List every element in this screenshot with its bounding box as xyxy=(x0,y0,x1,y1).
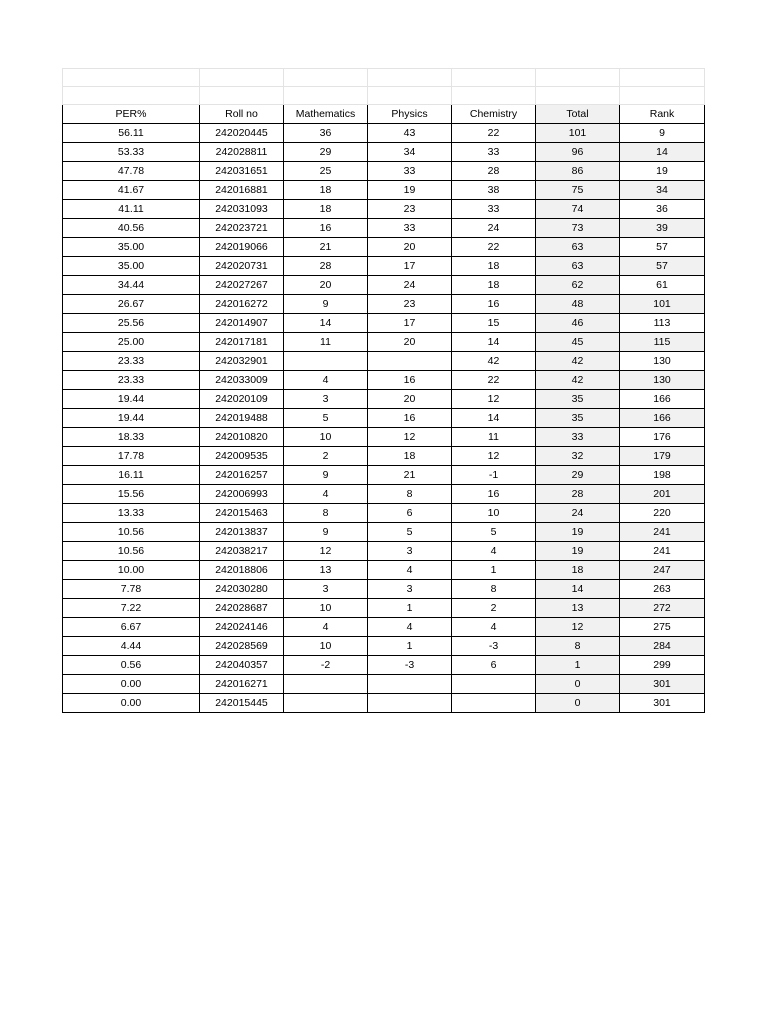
cell-rank[interactable]: 299 xyxy=(620,656,705,675)
cell-physics[interactable]: 33 xyxy=(368,162,452,181)
table-row xyxy=(63,276,705,295)
cell-chemistry[interactable] xyxy=(452,675,536,694)
empty-cell[interactable] xyxy=(452,69,536,87)
cell-rank[interactable]: 166 xyxy=(620,390,705,409)
cell-chemistry[interactable]: 18 xyxy=(452,276,536,295)
cell-rank[interactable]: 176 xyxy=(620,428,705,447)
cell-mathematics[interactable]: 13 xyxy=(284,561,368,580)
cell-total[interactable]: 101 xyxy=(536,124,620,143)
header-physics[interactable]: Physics xyxy=(368,105,452,124)
cell-total[interactable]: 0 xyxy=(536,675,620,694)
cell-physics[interactable]: 23 xyxy=(368,200,452,219)
table-row xyxy=(63,124,705,143)
cell-mathematics[interactable]: 25 xyxy=(284,162,368,181)
cell-physics[interactable]: 4 xyxy=(368,618,452,637)
empty-cell[interactable] xyxy=(452,87,536,105)
cell-chemistry[interactable]: 42 xyxy=(452,352,536,371)
cell-per-percent[interactable]: 35.00 xyxy=(63,238,200,257)
cell-total[interactable]: 29 xyxy=(536,466,620,485)
cell-roll-no[interactable]: 242006993 xyxy=(200,485,284,504)
empty-cell[interactable] xyxy=(63,87,200,105)
cell-rank[interactable]: 57 xyxy=(620,238,705,257)
cell-mathematics[interactable]: 11 xyxy=(284,333,368,352)
marks-table xyxy=(62,68,705,713)
cell-physics[interactable]: 16 xyxy=(368,371,452,390)
cell-rank[interactable]: 130 xyxy=(620,371,705,390)
cell-chemistry[interactable]: 10 xyxy=(452,504,536,523)
table-row xyxy=(63,466,705,485)
cell-chemistry[interactable]: 14 xyxy=(452,409,536,428)
cell-mathematics[interactable] xyxy=(284,352,368,371)
empty-cell[interactable] xyxy=(200,87,284,105)
cell-total[interactable]: 19 xyxy=(536,523,620,542)
cell-chemistry[interactable]: 15 xyxy=(452,314,536,333)
cell-mathematics[interactable]: 12 xyxy=(284,542,368,561)
cell-roll-no[interactable]: 242020109 xyxy=(200,390,284,409)
cell-total[interactable]: 33 xyxy=(536,428,620,447)
cell-per-percent[interactable]: 0.56 xyxy=(63,656,200,675)
table-row xyxy=(63,656,705,675)
cell-total[interactable]: 12 xyxy=(536,618,620,637)
cell-total[interactable]: 35 xyxy=(536,409,620,428)
cell-per-percent[interactable]: 19.44 xyxy=(63,390,200,409)
cell-rank[interactable]: 241 xyxy=(620,523,705,542)
cell-chemistry[interactable]: 12 xyxy=(452,447,536,466)
table-row xyxy=(63,675,705,694)
cell-total[interactable]: 8 xyxy=(536,637,620,656)
cell-rank[interactable]: 201 xyxy=(620,485,705,504)
cell-mathematics[interactable]: 9 xyxy=(284,523,368,542)
cell-rank[interactable]: 301 xyxy=(620,675,705,694)
empty-cell[interactable] xyxy=(620,69,705,87)
empty-cell[interactable] xyxy=(536,69,620,87)
cell-rank[interactable]: 115 xyxy=(620,333,705,352)
cell-chemistry[interactable]: 11 xyxy=(452,428,536,447)
cell-total[interactable]: 45 xyxy=(536,333,620,352)
cell-mathematics[interactable] xyxy=(284,694,368,713)
header-row xyxy=(63,105,705,124)
table-row xyxy=(63,523,705,542)
cell-mathematics[interactable]: 28 xyxy=(284,257,368,276)
cell-physics[interactable]: 21 xyxy=(368,466,452,485)
cell-total[interactable]: 18 xyxy=(536,561,620,580)
cell-per-percent[interactable]: 25.00 xyxy=(63,333,200,352)
table-row xyxy=(63,504,705,523)
table-row xyxy=(63,409,705,428)
cell-total[interactable]: 63 xyxy=(536,238,620,257)
cell-mathematics[interactable]: 20 xyxy=(284,276,368,295)
cell-roll-no[interactable]: 242016257 xyxy=(200,466,284,485)
table-row xyxy=(63,143,705,162)
cell-total[interactable]: 24 xyxy=(536,504,620,523)
cell-rank[interactable]: 57 xyxy=(620,257,705,276)
cell-mathematics[interactable]: 4 xyxy=(284,618,368,637)
cell-roll-no[interactable]: 242019066 xyxy=(200,238,284,257)
cell-per-percent[interactable]: 7.22 xyxy=(63,599,200,618)
cell-per-percent[interactable]: 34.44 xyxy=(63,276,200,295)
table-row xyxy=(63,618,705,637)
cell-mathematics[interactable]: 3 xyxy=(284,580,368,599)
cell-roll-no[interactable]: 242016272 xyxy=(200,295,284,314)
table-row xyxy=(63,561,705,580)
cell-mathematics[interactable]: -2 xyxy=(284,656,368,675)
cell-per-percent[interactable]: 23.33 xyxy=(63,371,200,390)
cell-roll-no[interactable]: 242014907 xyxy=(200,314,284,333)
cell-chemistry[interactable]: 16 xyxy=(452,295,536,314)
table-row xyxy=(63,162,705,181)
cell-roll-no[interactable]: 242016881 xyxy=(200,181,284,200)
empty-cell[interactable] xyxy=(368,69,452,87)
empty-cell[interactable] xyxy=(284,87,368,105)
empty-cell[interactable] xyxy=(63,69,200,87)
cell-rank[interactable]: 263 xyxy=(620,580,705,599)
cell-per-percent[interactable]: 19.44 xyxy=(63,409,200,428)
header-chemistry[interactable]: Chemistry xyxy=(452,105,536,124)
cell-mathematics[interactable]: 9 xyxy=(284,466,368,485)
cell-rank[interactable]: 101 xyxy=(620,295,705,314)
cell-roll-no[interactable]: 242023721 xyxy=(200,219,284,238)
cell-physics[interactable]: 20 xyxy=(368,238,452,257)
cell-physics[interactable]: 3 xyxy=(368,542,452,561)
cell-total[interactable]: 96 xyxy=(536,143,620,162)
cell-total[interactable]: 48 xyxy=(536,295,620,314)
cell-chemistry[interactable]: 33 xyxy=(452,143,536,162)
cell-rank[interactable]: 247 xyxy=(620,561,705,580)
cell-per-percent[interactable]: 17.78 xyxy=(63,447,200,466)
table-row xyxy=(63,181,705,200)
cell-per-percent[interactable]: 41.11 xyxy=(63,200,200,219)
cell-physics[interactable]: 6 xyxy=(368,504,452,523)
cell-mathematics[interactable]: 29 xyxy=(284,143,368,162)
cell-roll-no[interactable]: 242018806 xyxy=(200,561,284,580)
header-roll-no[interactable]: Roll no xyxy=(200,105,284,124)
cell-per-percent[interactable]: 56.11 xyxy=(63,124,200,143)
cell-chemistry[interactable]: 18 xyxy=(452,257,536,276)
cell-mathematics[interactable]: 8 xyxy=(284,504,368,523)
cell-per-percent[interactable]: 10.56 xyxy=(63,542,200,561)
cell-mathematics[interactable]: 2 xyxy=(284,447,368,466)
cell-roll-no[interactable]: 242020445 xyxy=(200,124,284,143)
cell-roll-no[interactable]: 242028811 xyxy=(200,143,284,162)
cell-total[interactable]: 19 xyxy=(536,542,620,561)
cell-mathematics[interactable]: 18 xyxy=(284,181,368,200)
cell-rank[interactable]: 36 xyxy=(620,200,705,219)
cell-rank[interactable]: 14 xyxy=(620,143,705,162)
cell-physics[interactable]: 4 xyxy=(368,561,452,580)
table-row xyxy=(63,352,705,371)
cell-per-percent[interactable]: 6.67 xyxy=(63,618,200,637)
table-row xyxy=(63,257,705,276)
cell-per-percent[interactable]: 13.33 xyxy=(63,504,200,523)
cell-total[interactable]: 42 xyxy=(536,352,620,371)
cell-roll-no[interactable]: 242038217 xyxy=(200,542,284,561)
cell-roll-no[interactable]: 242028569 xyxy=(200,637,284,656)
cell-mathematics[interactable] xyxy=(284,675,368,694)
cell-roll-no[interactable]: 242020731 xyxy=(200,257,284,276)
cell-mathematics[interactable]: 18 xyxy=(284,200,368,219)
cell-total[interactable]: 42 xyxy=(536,371,620,390)
table-row xyxy=(63,295,705,314)
cell-physics[interactable]: 43 xyxy=(368,124,452,143)
table-row xyxy=(63,447,705,466)
cell-mathematics[interactable]: 3 xyxy=(284,390,368,409)
cell-rank[interactable]: 241 xyxy=(620,542,705,561)
cell-chemistry[interactable]: 22 xyxy=(452,238,536,257)
cell-rank[interactable]: 275 xyxy=(620,618,705,637)
cell-physics[interactable]: 17 xyxy=(368,314,452,333)
cell-total[interactable]: 63 xyxy=(536,257,620,276)
table-row xyxy=(63,219,705,238)
cell-chemistry[interactable]: 4 xyxy=(452,618,536,637)
cell-physics[interactable] xyxy=(368,675,452,694)
cell-roll-no[interactable]: 242015463 xyxy=(200,504,284,523)
cell-roll-no[interactable]: 242032901 xyxy=(200,352,284,371)
cell-physics[interactable]: 12 xyxy=(368,428,452,447)
table-row xyxy=(63,371,705,390)
empty-cell[interactable] xyxy=(200,69,284,87)
empty-cell[interactable] xyxy=(284,69,368,87)
cell-roll-no[interactable]: 242031651 xyxy=(200,162,284,181)
cell-chemistry[interactable]: -1 xyxy=(452,466,536,485)
cell-roll-no[interactable]: 242040357 xyxy=(200,656,284,675)
cell-physics[interactable]: 17 xyxy=(368,257,452,276)
cell-chemistry[interactable]: 4 xyxy=(452,542,536,561)
cell-mathematics[interactable]: 4 xyxy=(284,371,368,390)
cell-physics[interactable]: 16 xyxy=(368,409,452,428)
cell-rank[interactable]: 113 xyxy=(620,314,705,333)
table-row xyxy=(63,637,705,656)
cell-rank[interactable]: 130 xyxy=(620,352,705,371)
cell-chemistry[interactable]: 38 xyxy=(452,181,536,200)
cell-mathematics[interactable]: 36 xyxy=(284,124,368,143)
cell-total[interactable]: 14 xyxy=(536,580,620,599)
cell-rank[interactable]: 284 xyxy=(620,637,705,656)
table-row xyxy=(63,599,705,618)
cell-roll-no[interactable]: 242024146 xyxy=(200,618,284,637)
header-per-percent[interactable]: PER% xyxy=(63,105,200,124)
cell-chemistry[interactable]: 12 xyxy=(452,390,536,409)
cell-roll-no[interactable]: 242013837 xyxy=(200,523,284,542)
cell-physics[interactable] xyxy=(368,694,452,713)
cell-total[interactable]: 73 xyxy=(536,219,620,238)
cell-total[interactable]: 62 xyxy=(536,276,620,295)
cell-physics[interactable]: 24 xyxy=(368,276,452,295)
cell-roll-no[interactable]: 242010820 xyxy=(200,428,284,447)
cell-total[interactable]: 28 xyxy=(536,485,620,504)
table-row xyxy=(63,542,705,561)
cell-physics[interactable]: 1 xyxy=(368,637,452,656)
header-total[interactable]: Total xyxy=(536,105,620,124)
cell-physics[interactable]: 18 xyxy=(368,447,452,466)
cell-chemistry[interactable]: 22 xyxy=(452,371,536,390)
cell-total[interactable]: 1 xyxy=(536,656,620,675)
cell-chemistry[interactable]: 6 xyxy=(452,656,536,675)
cell-physics[interactable]: 8 xyxy=(368,485,452,504)
cell-physics[interactable]: 33 xyxy=(368,219,452,238)
empty-cell[interactable] xyxy=(620,87,705,105)
cell-per-percent[interactable]: 16.11 xyxy=(63,466,200,485)
cell-roll-no[interactable]: 242016271 xyxy=(200,675,284,694)
cell-mathematics[interactable]: 14 xyxy=(284,314,368,333)
cell-physics[interactable]: 20 xyxy=(368,390,452,409)
cell-total[interactable]: 74 xyxy=(536,200,620,219)
cell-physics[interactable]: 20 xyxy=(368,333,452,352)
cell-mathematics[interactable]: 5 xyxy=(284,409,368,428)
cell-rank[interactable]: 166 xyxy=(620,409,705,428)
cell-per-percent[interactable]: 18.33 xyxy=(63,428,200,447)
cell-physics[interactable]: 34 xyxy=(368,143,452,162)
cell-chemistry[interactable]: 16 xyxy=(452,485,536,504)
cell-per-percent[interactable]: 10.56 xyxy=(63,523,200,542)
cell-total[interactable]: 35 xyxy=(536,390,620,409)
table-row xyxy=(63,694,705,713)
cell-chemistry[interactable]: 24 xyxy=(452,219,536,238)
cell-total[interactable]: 75 xyxy=(536,181,620,200)
table-row xyxy=(63,200,705,219)
cell-mathematics[interactable]: 21 xyxy=(284,238,368,257)
cell-mathematics[interactable]: 10 xyxy=(284,637,368,656)
cell-roll-no[interactable]: 242009535 xyxy=(200,447,284,466)
cell-physics[interactable]: 3 xyxy=(368,580,452,599)
cell-per-percent[interactable]: 47.78 xyxy=(63,162,200,181)
table-row xyxy=(63,485,705,504)
cell-physics[interactable]: 1 xyxy=(368,599,452,618)
cell-per-percent[interactable]: 0.00 xyxy=(63,694,200,713)
cell-per-percent[interactable]: 0.00 xyxy=(63,675,200,694)
cell-mathematics[interactable]: 9 xyxy=(284,295,368,314)
cell-roll-no[interactable]: 242027267 xyxy=(200,276,284,295)
cell-physics[interactable]: 23 xyxy=(368,295,452,314)
table-body xyxy=(63,69,705,713)
table-row xyxy=(63,580,705,599)
cell-physics[interactable]: -3 xyxy=(368,656,452,675)
cell-chemistry[interactable]: 22 xyxy=(452,124,536,143)
cell-total[interactable]: 46 xyxy=(536,314,620,333)
cell-chemistry[interactable] xyxy=(452,694,536,713)
cell-mathematics[interactable]: 4 xyxy=(284,485,368,504)
cell-roll-no[interactable]: 242030280 xyxy=(200,580,284,599)
cell-per-percent[interactable]: 7.78 xyxy=(63,580,200,599)
cell-per-percent[interactable]: 23.33 xyxy=(63,352,200,371)
cell-total[interactable]: 32 xyxy=(536,447,620,466)
cell-physics[interactable]: 19 xyxy=(368,181,452,200)
table-row xyxy=(63,428,705,447)
cell-chemistry[interactable]: -3 xyxy=(452,637,536,656)
cell-per-percent[interactable]: 26.67 xyxy=(63,295,200,314)
cell-mathematics[interactable]: 16 xyxy=(284,219,368,238)
table-row xyxy=(63,314,705,333)
cell-roll-no[interactable]: 242019488 xyxy=(200,409,284,428)
empty-row xyxy=(63,87,705,105)
header-rank[interactable]: Rank xyxy=(620,105,705,124)
cell-total[interactable]: 86 xyxy=(536,162,620,181)
empty-row xyxy=(63,69,705,87)
cell-total[interactable]: 0 xyxy=(536,694,620,713)
header-mathematics[interactable]: Mathematics xyxy=(284,105,368,124)
cell-per-percent[interactable]: 35.00 xyxy=(63,257,200,276)
cell-physics[interactable]: 5 xyxy=(368,523,452,542)
cell-mathematics[interactable]: 10 xyxy=(284,599,368,618)
cell-roll-no[interactable]: 242031093 xyxy=(200,200,284,219)
empty-cell[interactable] xyxy=(536,87,620,105)
cell-roll-no[interactable]: 242028687 xyxy=(200,599,284,618)
table-row xyxy=(63,333,705,352)
cell-roll-no[interactable]: 242033009 xyxy=(200,371,284,390)
cell-chemistry[interactable]: 5 xyxy=(452,523,536,542)
cell-chemistry[interactable]: 14 xyxy=(452,333,536,352)
table-row xyxy=(63,238,705,257)
cell-chemistry[interactable]: 8 xyxy=(452,580,536,599)
cell-rank[interactable]: 301 xyxy=(620,694,705,713)
cell-rank[interactable]: 220 xyxy=(620,504,705,523)
cell-chemistry[interactable]: 1 xyxy=(452,561,536,580)
cell-rank[interactable]: 39 xyxy=(620,219,705,238)
cell-rank[interactable]: 272 xyxy=(620,599,705,618)
cell-total[interactable]: 13 xyxy=(536,599,620,618)
cell-rank[interactable]: 179 xyxy=(620,447,705,466)
cell-mathematics[interactable]: 10 xyxy=(284,428,368,447)
cell-roll-no[interactable]: 242015445 xyxy=(200,694,284,713)
cell-per-percent[interactable]: 41.67 xyxy=(63,181,200,200)
cell-chemistry[interactable]: 2 xyxy=(452,599,536,618)
cell-physics[interactable] xyxy=(368,352,452,371)
table-row xyxy=(63,390,705,409)
cell-chemistry[interactable]: 33 xyxy=(452,200,536,219)
cell-per-percent[interactable]: 25.56 xyxy=(63,314,200,333)
cell-per-percent[interactable]: 15.56 xyxy=(63,485,200,504)
cell-roll-no[interactable]: 242017181 xyxy=(200,333,284,352)
cell-rank[interactable]: 61 xyxy=(620,276,705,295)
cell-rank[interactable]: 34 xyxy=(620,181,705,200)
empty-cell[interactable] xyxy=(368,87,452,105)
cell-rank[interactable]: 198 xyxy=(620,466,705,485)
cell-per-percent[interactable]: 40.56 xyxy=(63,219,200,238)
cell-per-percent[interactable]: 53.33 xyxy=(63,143,200,162)
cell-per-percent[interactable]: 4.44 xyxy=(63,637,200,656)
cell-chemistry[interactable]: 28 xyxy=(452,162,536,181)
cell-rank[interactable]: 9 xyxy=(620,124,705,143)
cell-per-percent[interactable]: 10.00 xyxy=(63,561,200,580)
cell-rank[interactable]: 19 xyxy=(620,162,705,181)
